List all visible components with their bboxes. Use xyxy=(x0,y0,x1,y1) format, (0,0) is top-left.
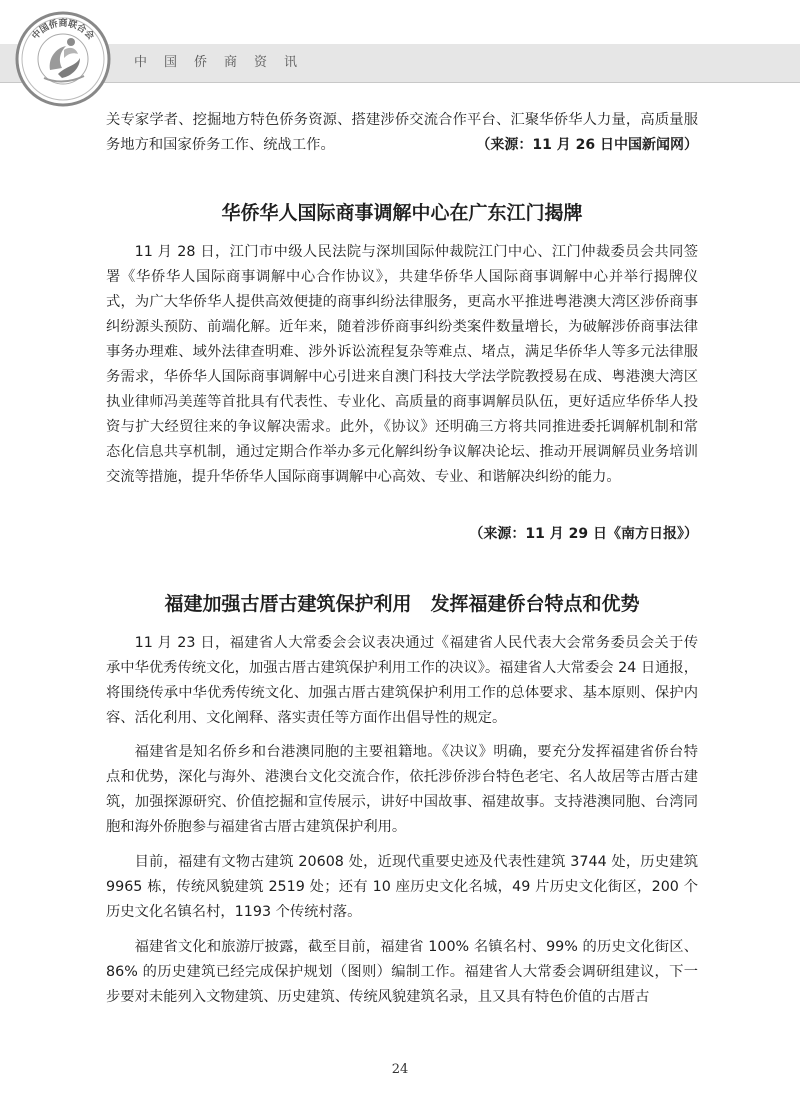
intro-source: （来源：11 月 26 日中国新闻网） xyxy=(476,137,698,153)
header-title: 中国侨商资讯 xyxy=(134,55,315,70)
page-number: 24 xyxy=(391,1062,409,1077)
article1-paragraph: 11 月 28 日，江门市中级人民法院与深圳国际仲裁院江门中心、江门仲裁委员会共同签署《华侨华人国际商事调解中心合作协议》，共建华侨华人国际商事调解中心并举行揭牌仪式，为广大华侨华人提供高效便捷的商事纠纷法律服务，更高水平推进粤港澳大湾区涉侨商事纠纷源头预防、前端化解。近年来，随着涉侨商事纠纷类案件数量增长，为破解涉侨商事法律事务办理难、域外法律查明难、涉外诉讼流程复杂等难点、堵点，满足华侨华人等多元法律服务需求，华侨华人国际商事调解中心引进来自澳门科技大学法学院教授易在成、粤港澳大湾区执业律师冯美莲等首批具有代表性、专业化、高质量的商事调解员队伍，更好适应华侨华人投资与扩大经贸往来的争议解决需求。此外，《协议》还明确三方将共同推进委托调解机制和常态化信息共享机制，通过定期合作举办多元化解纠纷争议解决论坛、推动开展调解员业务培训交流等措施，提升华侨华人国际商事调解中心高效、专业、和谐解决纠纷的能力。 xyxy=(106,244,698,485)
article1-title: 华侨华人国际商事调解中心在广东江门揭牌 xyxy=(221,202,583,224)
article1-source: （来源：11 月 29 日《南方日报》） xyxy=(469,526,698,542)
logo xyxy=(8,4,118,114)
article2-paragraph-4: 福建省文化和旅游厅披露，截至目前，福建省 100% 名镇名村、99% 的历史文化街区、86% 的历史建筑已经完成保护规划（图则）编制工作。福建省人大常委会调研组建议，下一步要对未能列入文物建筑、历史建筑、传统风貌建筑名录，且又具有特色价值的古厝古 xyxy=(106,939,698,1005)
article2-paragraph-3: 目前，福建有文物古建筑 20608 处，近现代重要史迹及代表性建筑 3744 处，历史建筑 9965 栋，传统风貌建筑 2519 处；还有 10 座历史文化名城，49 片历史文化街区，200 个历史文化名镇名村，1193 个传统村落。 xyxy=(106,854,698,920)
article2-paragraph-2: 福建省是知名侨乡和台港澳同胞的主要祖籍地。《决议》明确，要充分发挥福建省侨台特点和优势，深化与海外、港澳台文化交流合作，依托涉侨涉台特色老宅、名人故居等古厝古建筑，加强探源研究、价值挖掘和宣传展示，讲好中国故事、福建故事。支持港澳同胞、台湾同胞和海外侨胞参与福建省古厝古建筑保护利用。 xyxy=(106,744,698,835)
logo-text: 中国侨商联合会 xyxy=(30,19,96,42)
article2-title: 福建加强古厝古建筑保护利用 发挥福建侨台特点和优势 xyxy=(164,593,640,615)
header-band xyxy=(0,44,800,82)
article2-paragraph-1: 11 月 23 日，福建省人大常委会会议表决通过《福建省人民代表大会常务委员会关于传承中华优秀传统文化，加强古厝古建筑保护利用工作的决议》。福建省人大常委会 24 日通报，将围绕传承中华优秀传统文化、加强古厝古建筑保护利用工作的总体要求、基本原则、保护内容、活化利用、文化阐释、落实责任等方面作出倡导性的规定。 xyxy=(106,635,699,726)
header-divider xyxy=(0,82,800,83)
intro-paragraph: 关专家学者、挖掘地方特色侨务资源、搭建涉侨交流合作平台、汇聚华侨华人力量，高质量服务地方和国家侨务工作、统战工作。 xyxy=(106,112,698,153)
logo-emblem-icon xyxy=(8,4,118,114)
